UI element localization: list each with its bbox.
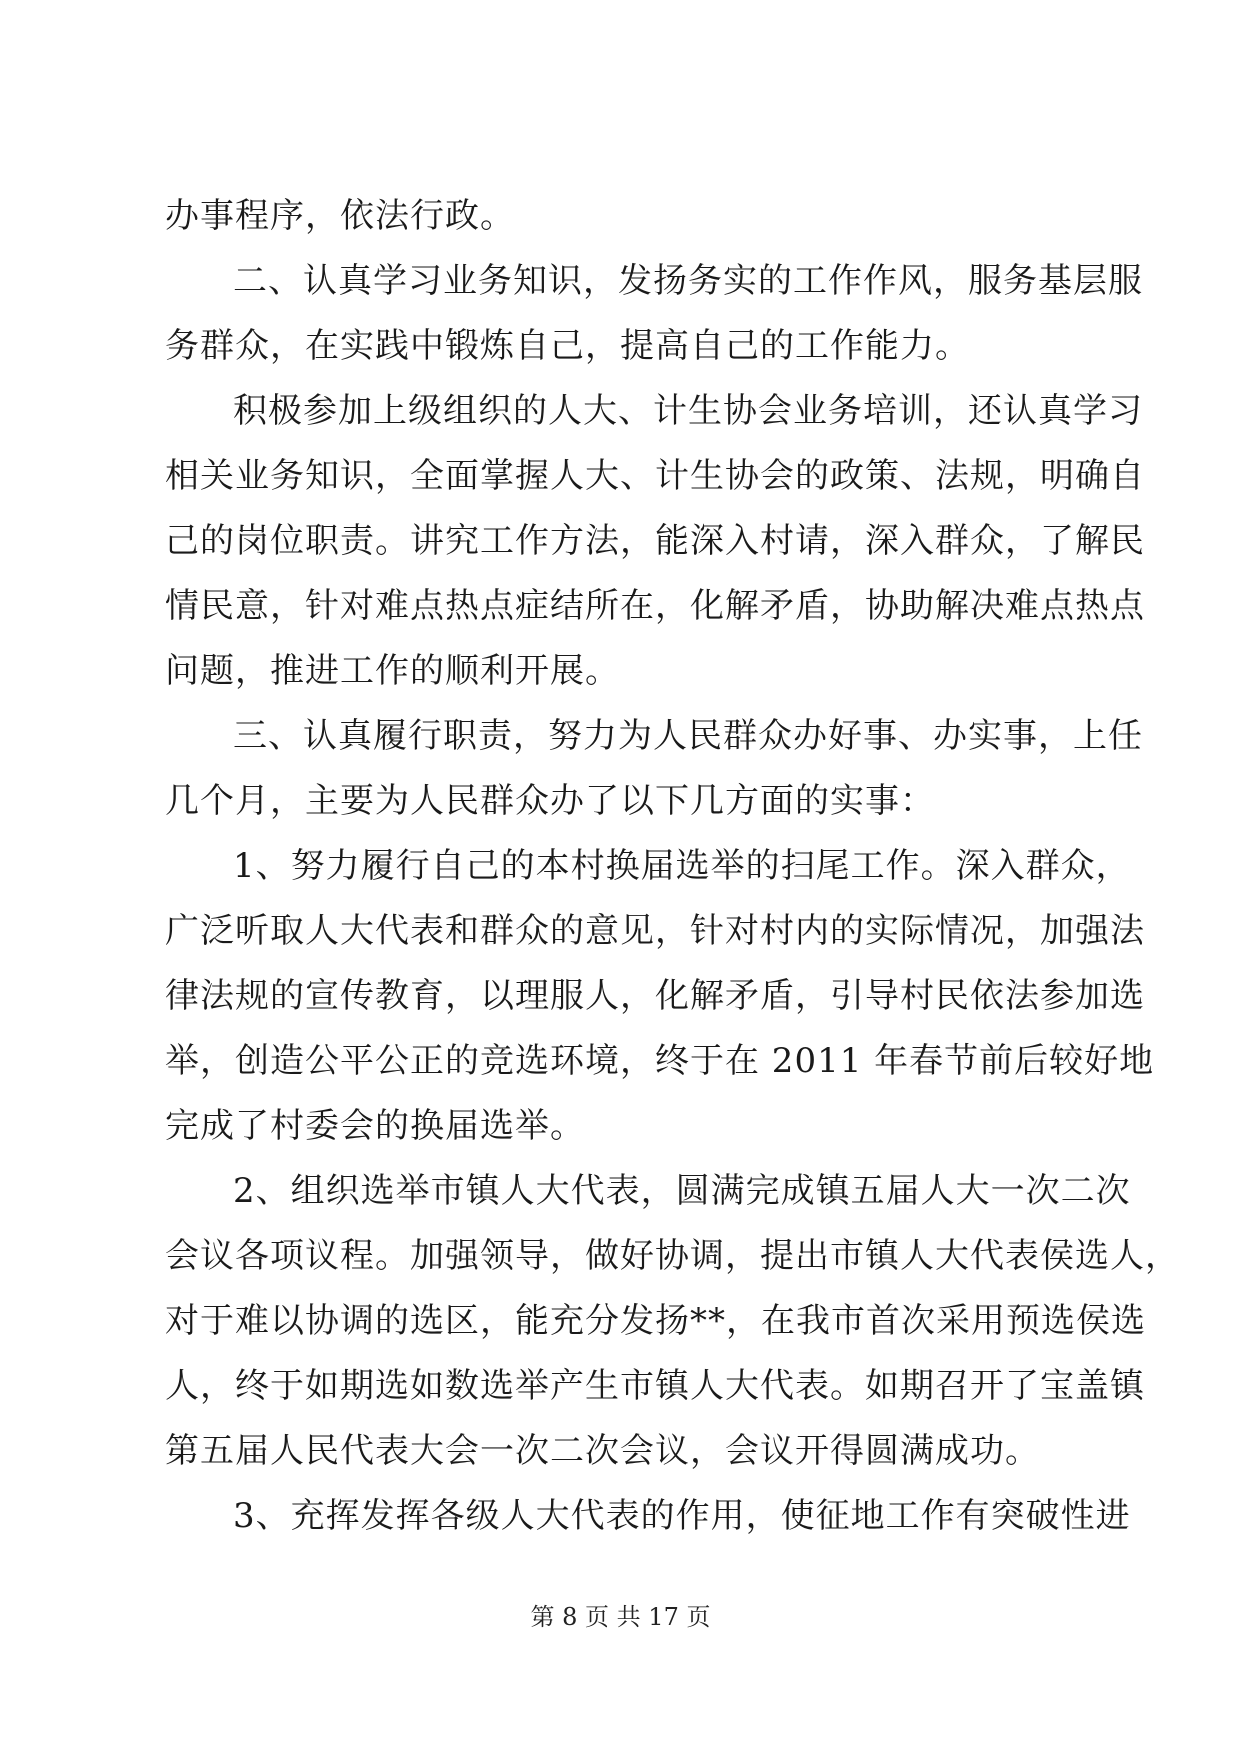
text-line: 三、认真履行职责，努力为人民群众办好事、办实事，上任 — [233, 716, 1143, 756]
text-line: 1、努力履行自己的本村换届选举的扫尾工作。深入群众， — [233, 846, 1131, 886]
text-line: 对于难以协调的选区，能充分发扬**，在我市首次采用预选侯选 — [165, 1301, 1146, 1341]
text-line: 广泛听取人大代表和群众的意见，针对村内的实际情况，加强法 — [165, 911, 1145, 951]
text-line: 几个月，主要为人民群众办了以下几方面的实事： — [165, 781, 935, 821]
text-line: 会议各项议程。加强领导，做好协调，提出市镇人大代表侯选人， — [165, 1236, 1180, 1276]
text-line: 人，终于如期选如数选举产生市镇人大代表。如期召开了宝盖镇 — [165, 1366, 1145, 1406]
text-line: 二、认真学习业务知识，发扬务实的工作作风，服务基层服 — [233, 261, 1143, 301]
text-line: 务群众，在实践中锻炼自己，提高自己的工作能力。 — [165, 326, 970, 366]
text-line: 相关业务知识，全面掌握人大、计生协会的政策、法规，明确自 — [165, 456, 1145, 496]
text-line: 情民意，针对难点热点症结所在，化解矛盾，协助解决难点热点 — [165, 586, 1145, 626]
text-line: 律法规的宣传教育，以理服人，化解矛盾，引导村民依法参加选 — [165, 976, 1145, 1016]
text-line: 3、充挥发挥各级人大代表的作用，使征地工作有突破性进 — [233, 1496, 1131, 1536]
text-line: 问题，推进工作的顺利开展。 — [165, 651, 620, 691]
text-line: 第五届人民代表大会一次二次会议，会议开得圆满成功。 — [165, 1431, 1040, 1471]
text-line: 办事程序，依法行政。 — [165, 196, 515, 236]
body-text — [165, 196, 1180, 1561]
text-line: 完成了村委会的换届选举。 — [165, 1106, 585, 1146]
text-line: 积极参加上级组织的人大、计生协会业务培训，还认真学习 — [233, 391, 1143, 431]
text-line: 举，创造公平公正的竞选环境，终于在 2011 年春节前后较好地 — [165, 1041, 1155, 1081]
text-line: 己的岗位职责。讲究工作方法，能深入村请，深入群众，了解民 — [165, 521, 1145, 561]
text-line: 2、组织选举市镇人大代表，圆满完成镇五届人大一次二次 — [233, 1171, 1131, 1211]
page-number-footer: 第 8 页 共 17 页 — [530, 1603, 711, 1631]
